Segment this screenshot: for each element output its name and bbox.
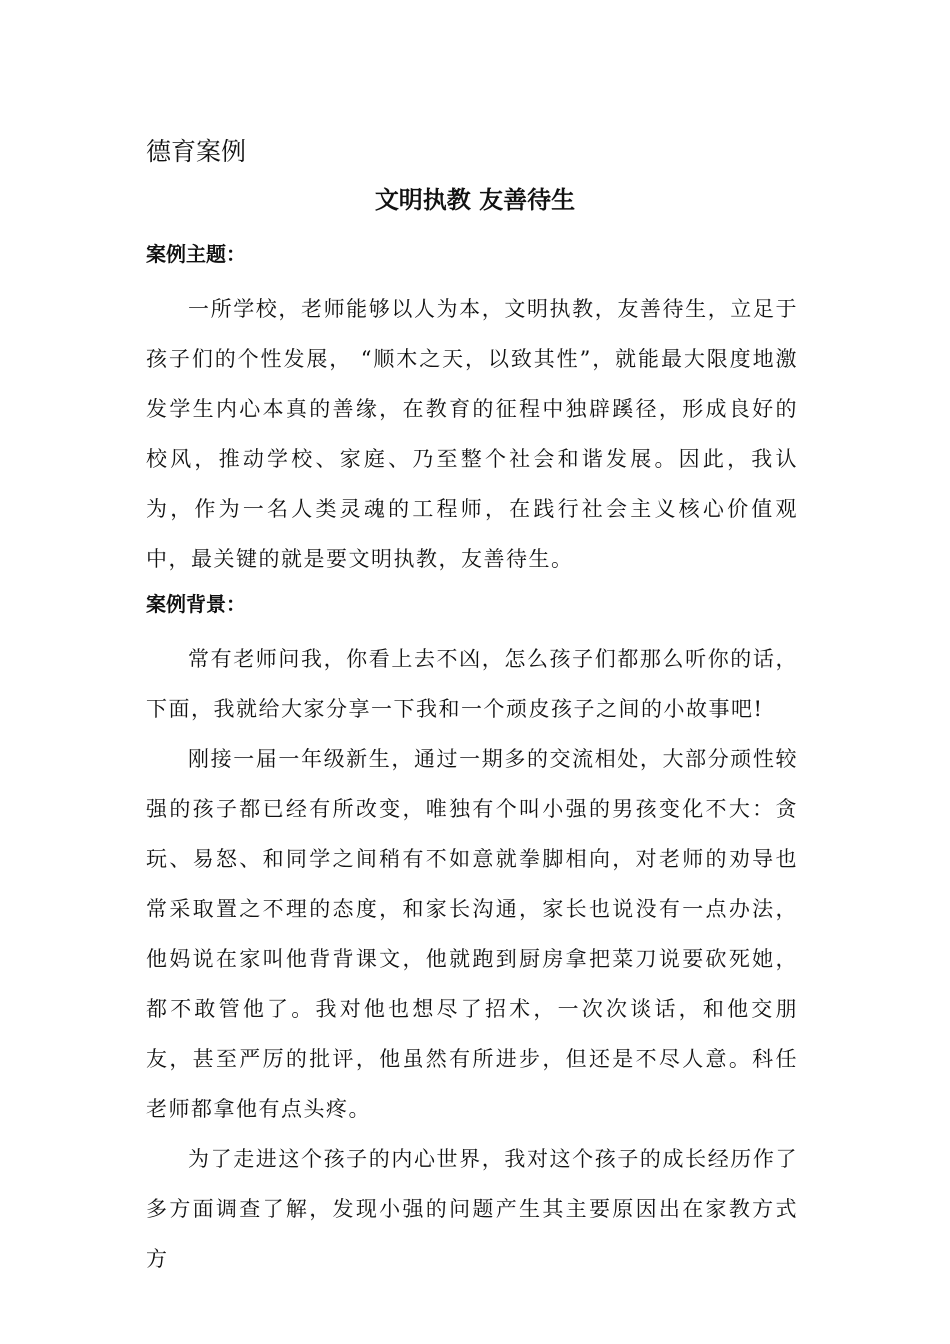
document-category: 德育案例 [146,137,247,166]
document-title: 文明执教 友善待生 [374,186,576,214]
section-background [146,586,798,1284]
paragraph-background-2: 刚接一届一年级新生，通过一期多的交流相处，大部分顽性较强的孩子都已经有所改变，唯独有个叫小强的男孩变化不大：贪玩、易怒、和同学之间稍有不如意就拳脚相向，对老师的劝导也常采取置之不理的态度，和家长沟通，家长也说没有一点办法，他妈说在家叫他背背课文，他就跑到厨房拿把菜刀说要砍死她，都不敢管他了。我对他也想尽了招术，一次次谈话，和他交朋友，甚至严厉的批评，他虽然有所进步，但还是不尽人意。科任老师都拿他有点头疼。 [146,747,798,1121]
paragraph-background-3: 为了走进这个孩子的内心世界，我对这个孩子的成长经历作了多方面调查了解，发现小强的问题产生其主要原因出在家教方式方 [146,1147,798,1271]
paragraph-background-1: 常有老师问我，你看上去不凶，怎么孩子们都那么听你的话，下面，我就给大家分享一下我和一个顽皮孩子之间的小故事吧! [146,647,798,721]
section-heading-background: 案例背景： [146,592,246,616]
section-theme [146,236,798,584]
document-body [146,236,798,1284]
paragraph-theme: 一所学校，老师能够以人为本，文明执教，友善待生，立足于孩子们的个性发展， “顺木之天，以致其性”，就能最大限度地激发学生内心本真的善缘，在教育的征程中独辟蹊径，形成良好的校风，推动学校、家庭、乃至整个社会和谐发展。因此，我认为，作为一名人类灵魂的工程师，在践行社会主义核心价值观中，最关键的就是要文明执教，友善待生。 [146,297,798,571]
section-heading-theme: 案例主题： [146,242,246,266]
